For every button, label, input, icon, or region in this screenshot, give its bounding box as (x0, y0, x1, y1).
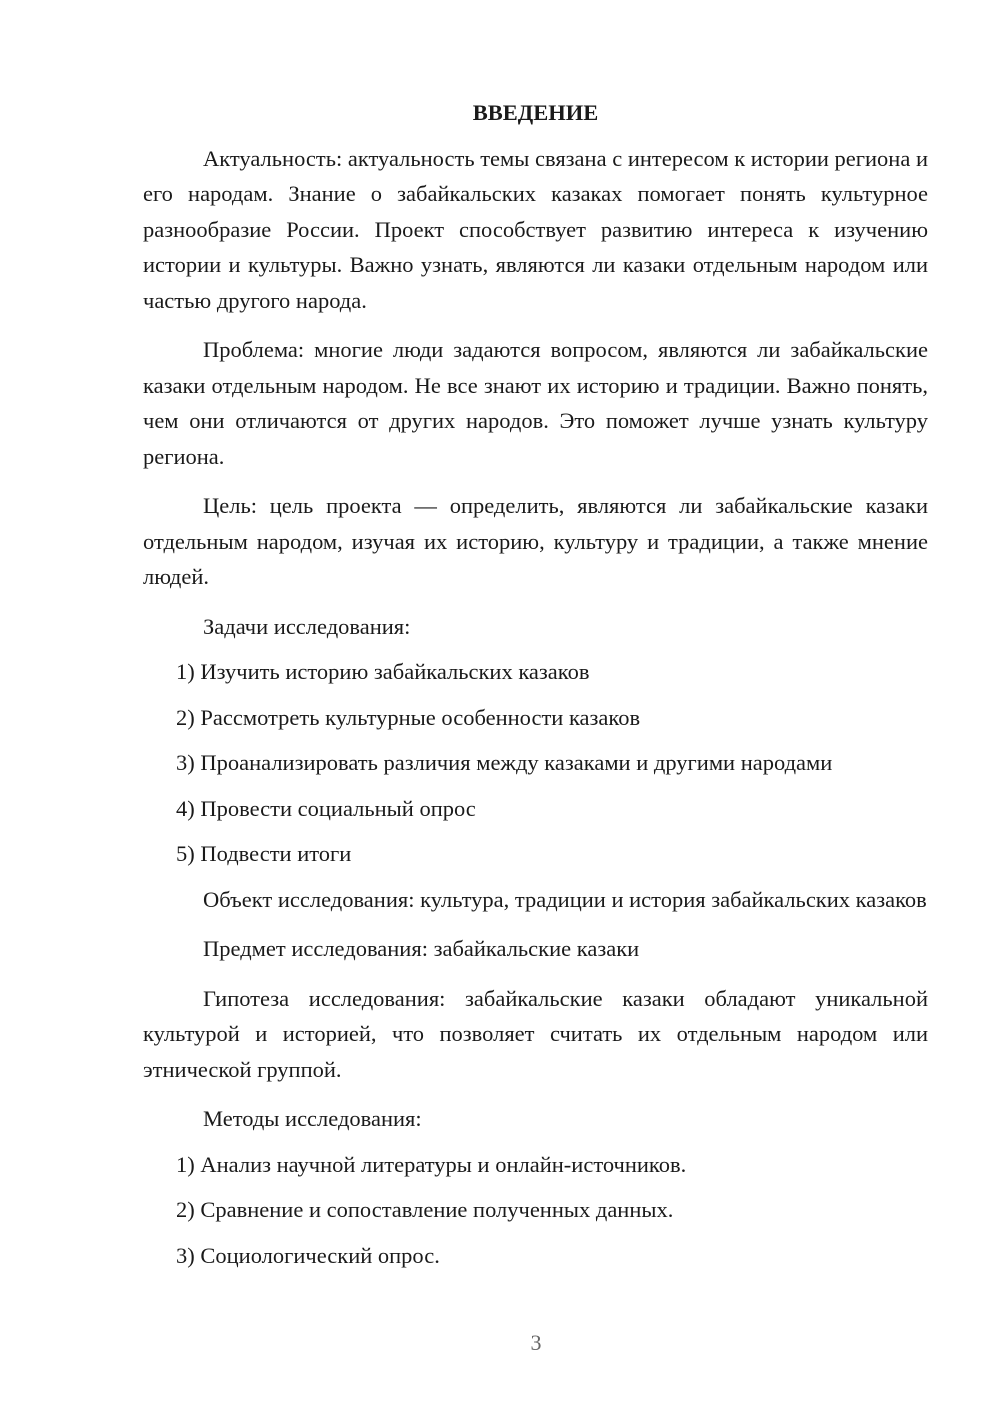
list-item: 2) Сравнение и сопоставление полученных данных. (176, 1197, 674, 1222)
hypothesis-paragraph: Гипотеза исследования: забайкальские казаки обладают уникальной культурой и историей, что позволяет считать их отдельным народом или этнической группой. (143, 985, 928, 1082)
page-title: ВВЕДЕНИЕ (472, 100, 599, 125)
tasks-heading: Задачи исследования: (203, 613, 411, 639)
list-item: 1) Анализ научной литературы и онлайн-источников. (176, 1151, 687, 1177)
list-item: 3) Социологический опрос. (176, 1242, 440, 1268)
tasks-list (143, 654, 928, 872)
object-paragraph: Объект исследования: культура, традиции и история забайкальских казаков (203, 886, 927, 912)
list-item: 4) Провести социальный опрос (176, 795, 476, 821)
list-item: 2) Рассмотреть культурные особенности казаков (176, 704, 641, 730)
goal-paragraph: Цель: цель проекта — определить, являются ли забайкальские казаки отдельным народом, изучая их историю, культуру и традиции, а также мнение людей. (143, 493, 928, 589)
document-page (143, 95, 928, 1283)
methods-list (143, 1147, 928, 1274)
methods-heading: Методы исследования: (203, 1106, 422, 1131)
list-item: 3) Проанализировать различия между казаками и другими народами (176, 750, 833, 775)
list-item: 5) Подвести итоги (176, 841, 352, 866)
list-item: 1) Изучить историю забайкальских казаков (176, 659, 590, 684)
problem-paragraph: Проблема: многие люди задаются вопросом, являются ли забайкальские казаки отдельным народом. Не все знают их историю и традиции. Важно понять, чем они отличаются от других народов. Это поможет лучше узнать культуру региона. (143, 337, 928, 469)
subject-paragraph: Предмет исследования: забайкальские казаки (203, 936, 640, 961)
page-number: 3 (530, 1330, 542, 1355)
relevance-paragraph: Актуальность: актуальность темы связана с интересом к истории региона и его народам. Знание о забайкальских казаках помогает понять культурное разнообразие России. Проект способствует развитию интереса к изучению истории и культуры. Важно узнать, являются ли казаки отдельным народом или частью другого народа. (143, 145, 928, 313)
